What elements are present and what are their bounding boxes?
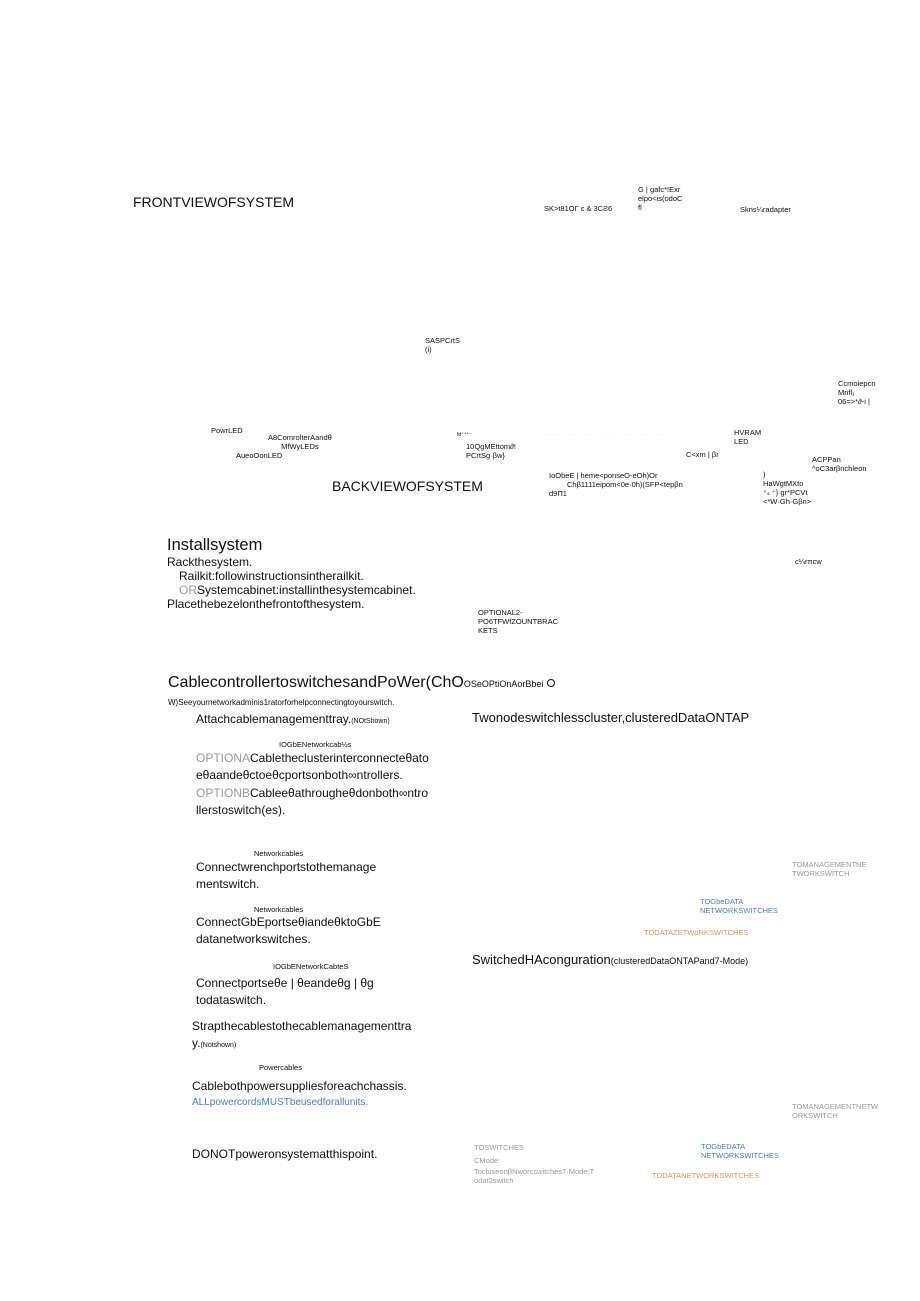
label-10gbe-1: IOGbENetworkcab½s: [279, 740, 352, 749]
label-10gbe-2: IOGbENetworkCabteS: [273, 962, 349, 971]
label-power-led: PowrLED: [211, 426, 243, 435]
label-hvram: HVRAM LED: [734, 428, 762, 446]
step-dont-power: DONOTpoweronsystematthispoint.: [192, 1147, 378, 1161]
label-network-cables-2: Networkcables: [254, 905, 304, 914]
label-sk: SK>t81OΓ ɛ & 3CƧ6: [544, 204, 613, 213]
label-optional-brackets: OPTIONAL2- PO6TFWfZOUNTBRAC KETS: [478, 608, 558, 635]
label-ccmo: Ccmoiepcn Mnfl₁ 06=>*∂-i |: [838, 379, 876, 406]
label-controller-leds: A8ComrolterAandθ MfWyLEDs: [268, 433, 332, 451]
label-to-data-2: TODATANETWORKSWITCHES: [652, 1171, 760, 1180]
install-step-rack: Rackthesystem.: [167, 555, 253, 569]
label-g: G | gafc*!Exr elpo<is(odoC fl: [638, 185, 683, 212]
label-fd: fd⁺⁺⁺⁻: [457, 432, 472, 438]
label-cwm: c¼rπcw: [795, 557, 822, 566]
step-power-note: ALLpowercordsMUSTbeusedforallunits.: [192, 1097, 369, 1108]
label-skns: Skns¼radapter: [740, 205, 791, 214]
step-strap: Strapthecablestothecablemanagementtra y.(Notshown): [192, 1019, 412, 1050]
step-power: Cablebothpowersuppliesforeachchassis.: [192, 1079, 407, 1093]
option-a: OPTIONACabletheclusterinterconnecteθato eθaandeθctoeθcportsonboth∞ntrollers.: [196, 751, 429, 782]
label-acp: ACPPan ^oC3arβnchleon: [812, 455, 867, 473]
label-sas: SASPCrtS (i): [425, 336, 461, 354]
label-to-mgmt-1: TOMANAGEMENTNE TWORKSWITCH: [792, 860, 867, 878]
step-tray: Attachcablemanagementtray.(NOtShown): [196, 712, 390, 726]
label-10qg: 10QgMEttom∂! PCrtSg·βw}: [466, 442, 516, 460]
front-view-title: FRONTVIEWOFSYSTEM: [133, 194, 294, 210]
install-step-railkit: Railkit:followinstructionsintherailkit.: [179, 569, 364, 583]
label-to-switches: TOSWITCHES: [474, 1143, 524, 1152]
install-step-bezel: Placethebezelonthefrontofthesystem.: [167, 597, 365, 611]
cable-title: CablecontrollertoswitchesandPoWer(ChOOSeOPtiOnAorBbei: [168, 674, 555, 692]
label-aueo-led: AueoOonLED: [236, 451, 283, 460]
switched-title: SwitchedHAconguration(clusteredDataONTAPand7-Mode): [472, 952, 749, 967]
step-gbe: ConnectGbEportseθiandeθktoGbE datanetworkswitches.: [196, 915, 381, 946]
install-title: Installsystem: [167, 536, 263, 554]
label-faint: · · · · · · · · · · · · · · · · · · · · · · · · ·: [544, 432, 668, 438]
label-to-data-1: TODATAZETWoRKSWITCHES: [644, 928, 749, 937]
label-network-cables-1: Networkcables: [254, 849, 304, 858]
label-hawg: ) HaWgtMXto ⁺ₛ ⁺} gr*PCVt <*W·Gh·Gβn>: [763, 470, 812, 506]
option-b: OPTIONBCableeθathrougheθdonboth∞ntro llerstoswitch(es).: [196, 786, 429, 817]
step-wrench: Connectwrenchportstothemanage mentswitch.: [196, 860, 377, 891]
install-step-cabinet: ORSystemcabinet:installinthesystemcabinet.: [179, 583, 416, 597]
label-to-gbe-1: TOGbeDATA NETWORKSWITCHES: [700, 897, 778, 915]
label-cxm: C<xm | βr: [686, 450, 719, 459]
label-toclusters: TocluseonβNworcswitches7·Mode:T odat2switch: [474, 1167, 595, 1185]
cable-subtitle: W)Seeyournetworkadminis1ratorforhelpconnectingtoyourswitch.: [168, 698, 395, 707]
back-view-title: BACKVIEWOFSYSTEM: [332, 478, 483, 494]
label-cmode: CModeː: [474, 1156, 501, 1165]
circle-icon: [547, 679, 555, 687]
twonode-title: Twonodeswitchlesscluster,clusteredDataONTAP: [472, 710, 750, 725]
step-ports: Connectportseθe | θeandeθg | θg todataswitch.: [196, 976, 374, 1007]
label-to-gbe-2: TOGbEDATA NETWORKSWITCHES: [701, 1142, 779, 1160]
label-io: IoObeE | heme<ponseO-eOh)Or Chβ1111eipom<0e·0h)(SFP<tepβn d9Π1: [549, 471, 683, 498]
label-power-cables: Powercables: [259, 1063, 302, 1072]
label-to-mgmt-2: TOMANAGEMENTNETW ORKSWITCH: [792, 1102, 879, 1120]
